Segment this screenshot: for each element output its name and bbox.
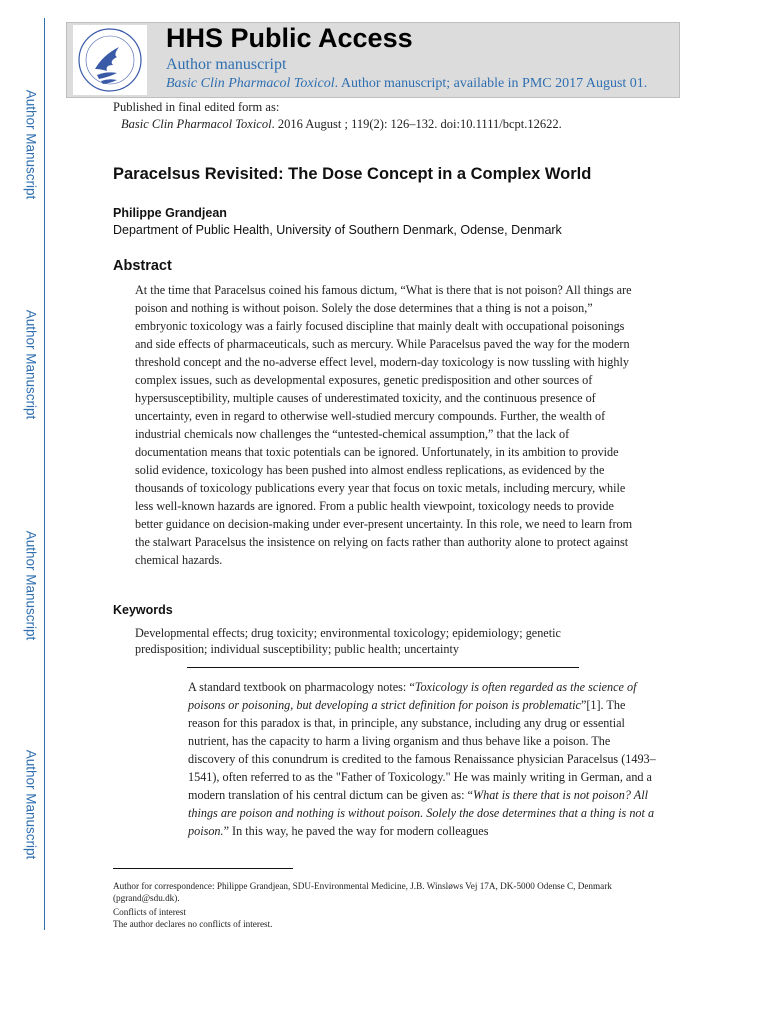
article-title: Paracelsus Revisited: The Dose Concept in a Complex World [113,165,592,183]
conflicts-heading: Conflicts of interest [113,907,186,917]
hhs-eagle-seal-icon [73,25,147,95]
author-affiliation: Department of Public Health, University of Southern Denmark, Odense, Denmark [113,223,562,237]
header-title: HHS Public Access [166,23,413,53]
sidebar-rule [44,18,45,930]
hhs-header [66,22,680,98]
abstract-text: At the time that Paracelsus coined his famous dictum, “What is there that is not poison? All things are poison and nothing is without poison. Solely the dose determines that a thing is not a poison,” embryonic toxicology was a fairly focused discipline that mainly dealt with occupational poisonings and side effects of pharmaceuticals, such as mercury. While Paracelsus paved the way for the modern threshold concept and the no-adverse effect level, modern-day toxicology is now tussling with highly complex issues, such as developmental exposures, genetic predisposition and other sources of hypersusceptibility, multiple causes of underestimated toxicity, and the continuous presence of uncertainty, even in regard to otherwise well-studied mercury compounds. Further, the wealth of industrial chemicals now challenges the “untested-chemical assumption,” that the lack of documentation means that toxic potentials can be ignored. Unfortunately, in its ambition to provide solid evidence, toxicology has been pushed into almost endless replications, as evidenced by the thousands of toxicology publications every year that focus on toxic metals, including mercury, while less well-known hazards are ignored. From a public health viewpoint, toxicology needs to provide better guidance on decision-making under ever-present uncertainty. In this role, we need to learn from the stalwart Paracelsus the insistence on relying on facts rather than authority alone to protect against chemical hazards. [135,283,633,567]
availability-text: . Author manuscript; available in PMC 2017 August 01. [334,76,648,91]
body-text-run: ” In this way, he paved the way for modern colleagues [223,824,489,838]
author-name: Philippe Grandjean [113,206,227,220]
keywords-heading: Keywords [113,603,173,617]
body-text-run: A standard textbook on pharmacology notes: “ [188,680,415,694]
published-line: Published in final edited form as: [113,100,280,114]
body-italic-quote: Toxicology is often regarded as the science of poisons or poisoning, but developing a strict definition for poison is problematic [188,680,637,712]
correspondence-footnote: Author for correspondence: Philippe Grandjean, SDU-Environmental Medicine, J.B. Winsløws Vej 17A, DK-5000 Odense C, Denmark (pgrand@sdu.dk). [113,881,612,903]
citation-line [121,117,562,132]
section-divider [187,667,579,668]
body-text-run: ”[1]. The reason for this paradox is that, in principle, any substance, including any drug or essential nutrient, has the capacity to harm a living organism and thus behave like a poison. The discovery of this conundrum is credited to the famous Renaissance physician Paracelsus (1493–1541), often referred to as the "Father of Toxicology." He was mainly writing in German, and a modern translation of his central dictum can be given as: “ [188,698,656,802]
body-italic-quote: What is there that is not poison? All things are poison and nothing is without poison. Solely the dose determines that a thing is not a poison. [188,788,655,838]
citation-details: . 2016 August ; 119(2): 126–132. doi:10.1111/bcpt.12622. [271,117,562,131]
keywords-text: Developmental effects; drug toxicity; environmental toxicology; epidemiology; genetic predisposition; individual susceptibility; public health; uncertainty [135,626,561,656]
journal-name: Basic Clin Pharmacol Toxicol [166,76,335,91]
availability-line [166,76,647,92]
citation-journal: Basic Clin Pharmacol Toxicol [121,117,272,131]
abstract-heading: Abstract [113,258,172,274]
footnote-rule [113,868,293,869]
conflicts-text: The author declares no conflicts of interest. [113,919,273,929]
manuscript-label: Author manuscript [166,56,287,73]
body-paragraph [188,678,658,840]
